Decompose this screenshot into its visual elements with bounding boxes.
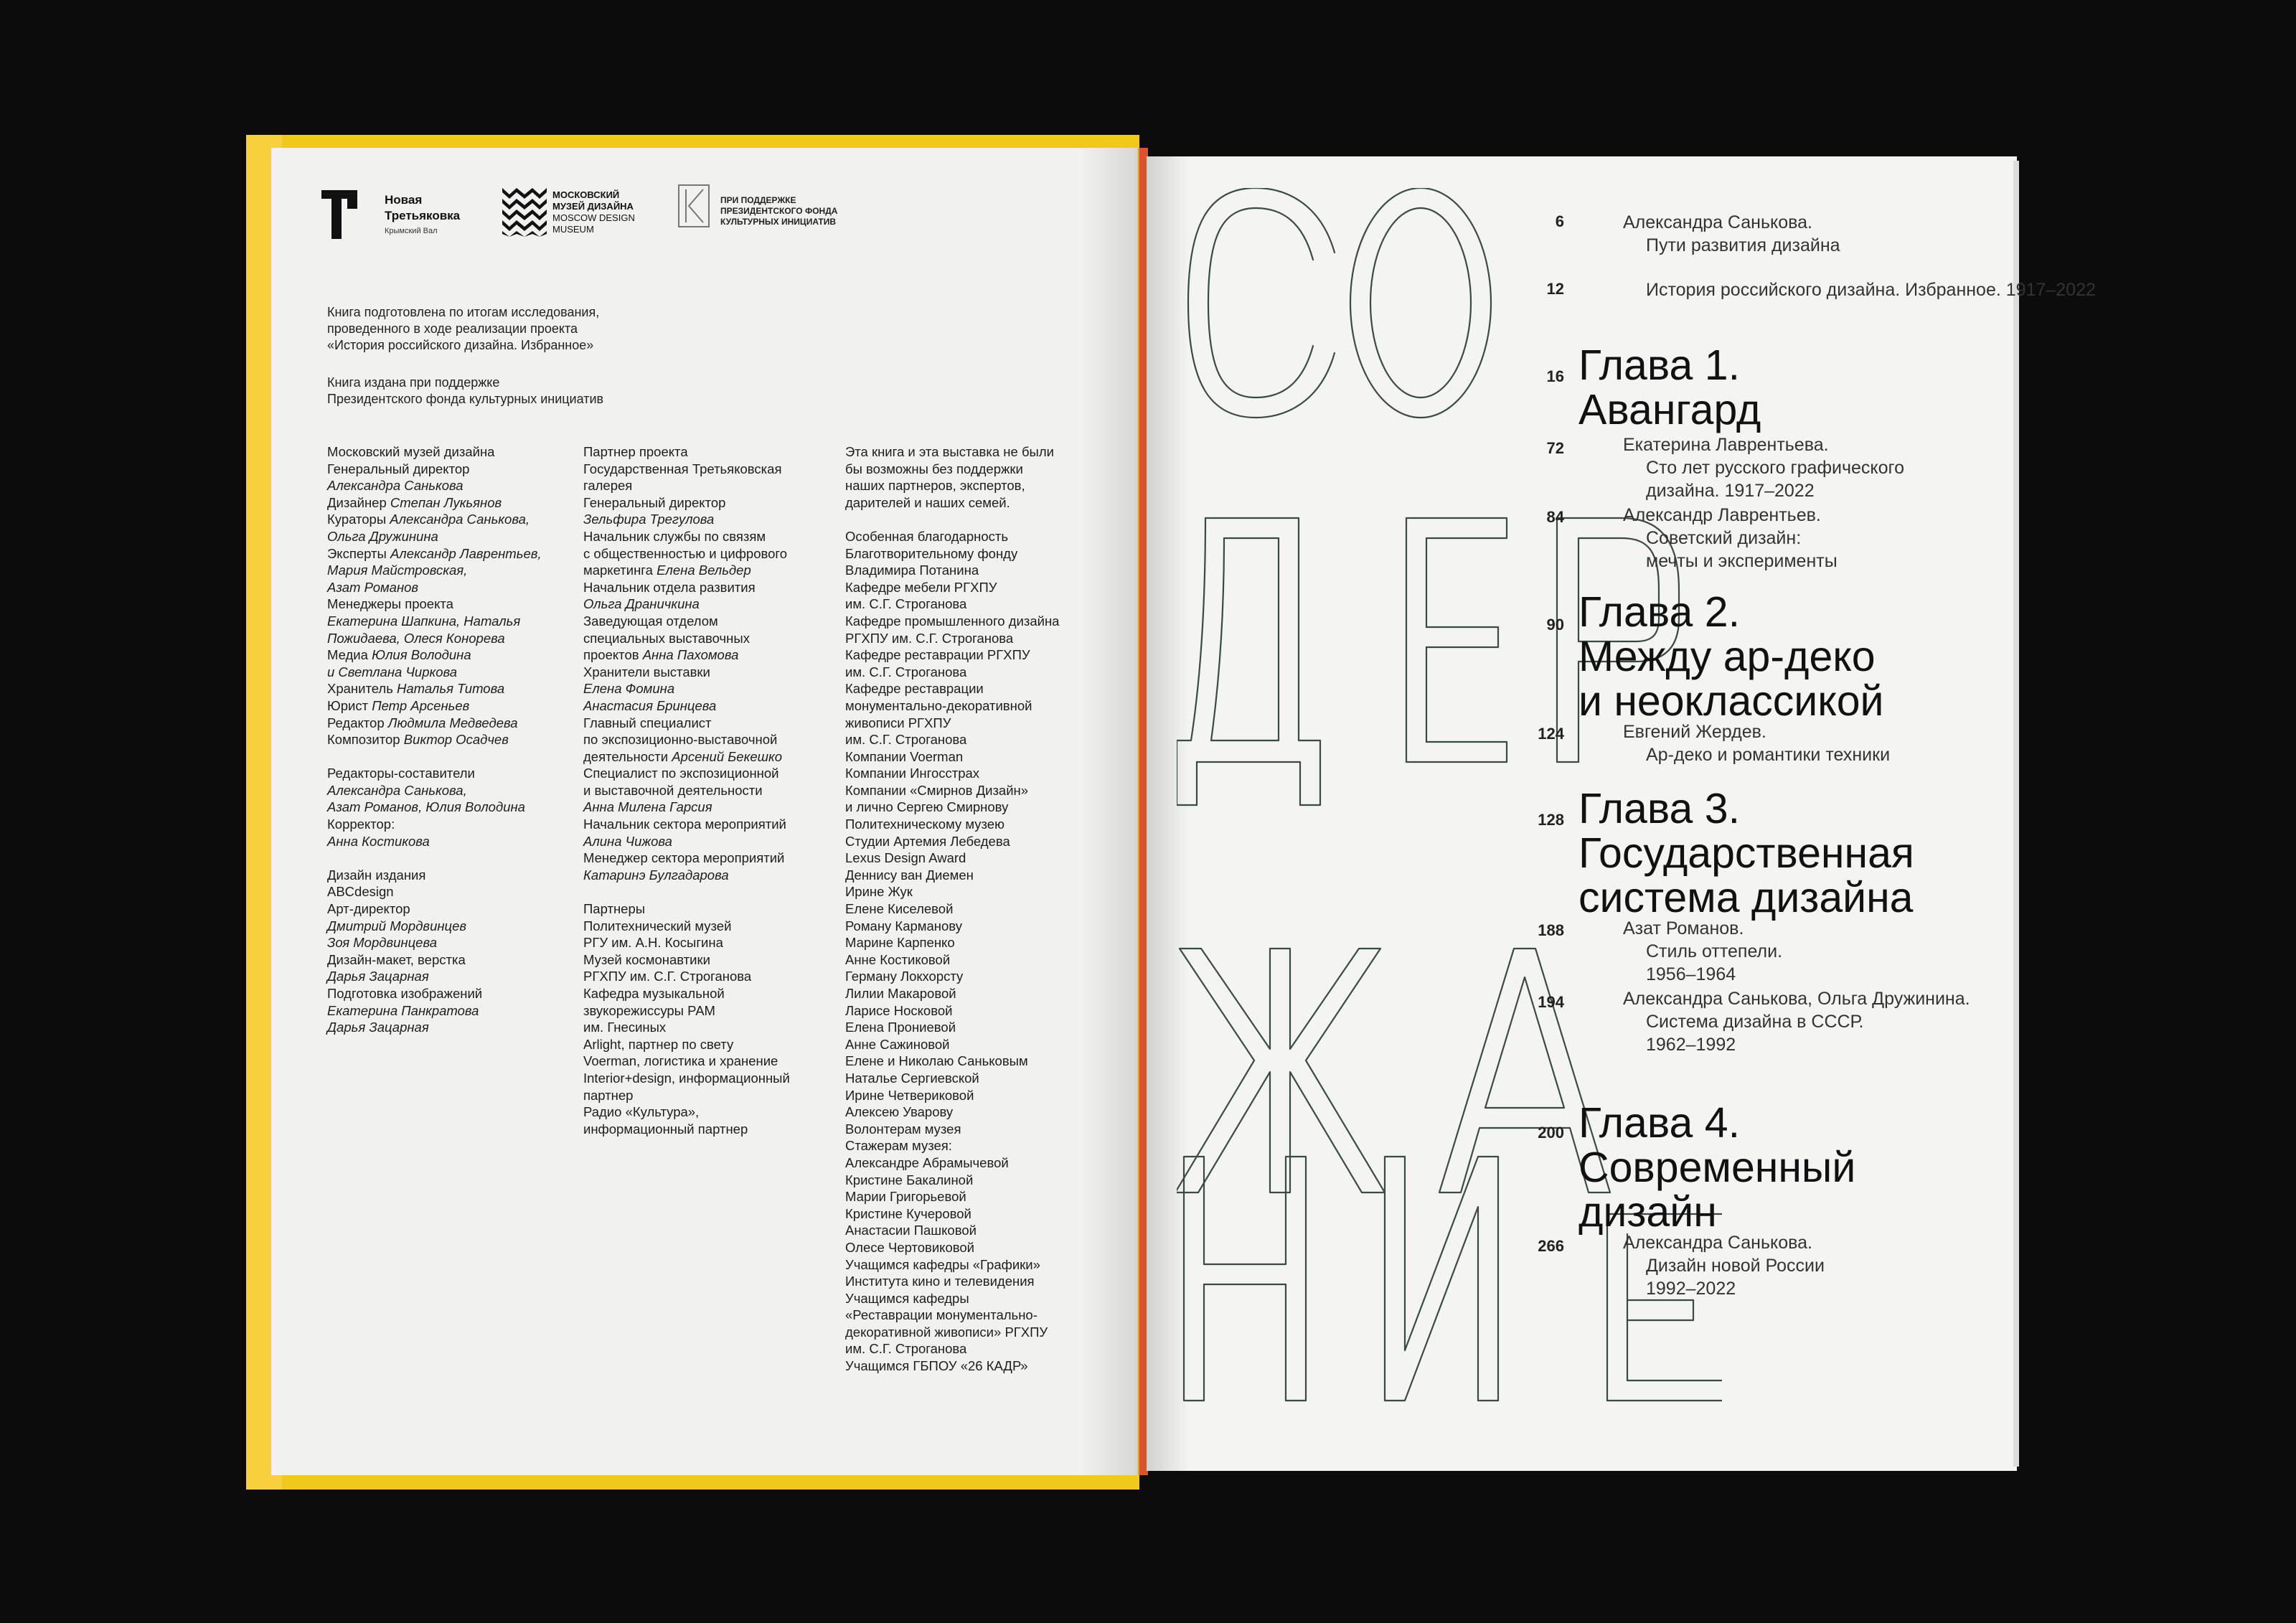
credit-line: Дизайн издания	[327, 867, 426, 883]
credit-line: Редактор Людмила Медведева	[327, 715, 518, 730]
credit-line: Компании Voerman	[845, 748, 964, 764]
intro-text-1: Книга подготовлена по итогам исследования, проведенного в ходе реализации проекта «История российского дизайна. Избранное»	[327, 305, 600, 352]
credit-line: Voerman, логистика и хранение	[583, 1053, 778, 1069]
credit-line: бы возможны без поддержки	[845, 461, 1023, 476]
credit-line: партнер	[583, 1087, 634, 1103]
toc-chapter-2[interactable]: Глава 2. Между ар-деко и неоклассикой	[1578, 588, 1884, 725]
credit-line: Московский музей дизайна	[327, 444, 495, 459]
credit-line: специальных выставочных	[583, 630, 750, 646]
credit-line: РГУ им. А.Н. Косыгина	[583, 935, 723, 951]
credit-line: Корректор:	[327, 817, 395, 832]
toc-entry-266[interactable]: Александра Санькова. Дизайн новой России 1992–2022	[1623, 1233, 1825, 1299]
toc-page-200[interactable]: 200	[1538, 1124, 1564, 1142]
credit-line: Дарья Зацарная	[327, 1020, 429, 1035]
credit-line: им. С.Г. Строганова	[845, 596, 967, 612]
credit-line: Кафедра музыкальной	[583, 986, 725, 1001]
credit-line: наших партнеров, экспертов,	[845, 478, 1025, 494]
credit-line: Наталье Сергиевской	[845, 1070, 979, 1086]
credit-line: Марине Карпенко	[845, 935, 955, 951]
credit-line: Главный специалист	[583, 715, 712, 730]
toc-chapter-3[interactable]: Глава 3. Государственная система дизайна	[1578, 785, 1914, 921]
credit-line: звукорежиссуры РАМ	[583, 1002, 715, 1018]
toc-entry-72[interactable]: Екатерина Лаврентьева. Сто лет русского графического дизайна. 1917–2022	[1623, 435, 1904, 501]
outline-letter-s	[1188, 188, 1335, 418]
credit-line: Кафедре мебели РГХПУ	[845, 579, 997, 595]
credit-line: проектов Анна Пахомова	[583, 647, 739, 663]
credit-line: Начальник отдела развития	[583, 579, 756, 595]
credit-line: Начальник сектора мероприятий	[583, 817, 786, 832]
credit-line: Пожидаева, Олеся Конорева	[327, 630, 505, 646]
credit-line: им. С.Г. Строганова	[845, 732, 967, 748]
credit-line: Александре Абрамычевой	[845, 1154, 1009, 1170]
credit-line: Медиа Юлия Володина	[327, 647, 471, 663]
credit-line: Анне Костиковой	[845, 951, 951, 967]
toc-page-124[interactable]: 124	[1538, 725, 1564, 743]
credit-line: Катаринэ Булгадарова	[583, 867, 729, 883]
credit-line: Института кино и телевидения	[845, 1274, 1035, 1289]
toc-entry-124[interactable]: Евгений Жердев. Ар-деко и романтики техники	[1623, 722, 1891, 765]
credit-line: Азат Романов	[327, 579, 419, 595]
credit-line: Заведующая отделом	[583, 613, 718, 629]
design-museum-logo-text: МОСКОВСКИЙ МУЗЕЙ ДИЗАЙНА MOSCOW DESIGN MUSEUM	[552, 189, 635, 235]
credit-line: ABCdesign	[327, 884, 394, 900]
credit-line: Эксперты Александр Лаврентьев,	[327, 545, 542, 561]
toc-page-16[interactable]: 16	[1546, 367, 1564, 385]
credit-line: Волонтерам музея	[845, 1121, 961, 1137]
credit-line: Хранитель Наталья Титова	[327, 681, 505, 697]
credit-line: Дизайнер Степан Лукьянов	[327, 494, 502, 510]
credit-line: Компании «Смирнов Дизайн»	[845, 782, 1029, 798]
toc-page-12[interactable]: 12	[1546, 280, 1564, 298]
credit-line: Герману Локхорсту	[845, 969, 964, 984]
credit-line: Юрист Петр Арсеньев	[327, 697, 470, 713]
credit-line: Ирине Четвериковой	[845, 1087, 974, 1103]
credit-line: Генеральный директор	[583, 494, 726, 510]
credit-line: Екатерина Панкратова	[327, 1002, 479, 1018]
outline-letter-zh	[1177, 949, 1385, 1192]
credit-line: Arlight, партнер по свету	[583, 1036, 734, 1052]
credit-line: Начальник службы по связям	[583, 528, 766, 544]
toc-page-90[interactable]: 90	[1546, 616, 1564, 634]
outline-letter-o	[1350, 188, 1491, 418]
credit-gap	[845, 511, 1059, 528]
credit-line: Алина Чижова	[583, 833, 672, 849]
toc-entry-6[interactable]: Александра Санькова. Пути развития дизайна	[1623, 212, 1840, 255]
credit-line: РГХПУ им. С.Г. Строганова	[583, 969, 752, 984]
gutter-shadow	[1080, 148, 1144, 1475]
tretyakov-logo-name: Новая Третьяковка	[385, 193, 461, 222]
credit-line: по экспозиционно-выставочной	[583, 732, 778, 748]
toc-chapter-1[interactable]: Глава 1. Авангард	[1578, 342, 1761, 433]
toc-page-188[interactable]: 188	[1538, 921, 1564, 939]
credit-line: им. Гнесиных	[583, 1020, 667, 1035]
credit-line: Дмитрий Мордвинцев	[327, 918, 467, 933]
intro-text-2: Книга издана при поддержке Президентского фонда культурных инициатив	[327, 375, 604, 406]
credit-line: Благотворительному фонду	[845, 545, 1018, 561]
credit-line: Анастасия Бринцева	[583, 697, 717, 713]
credit-line: Подготовка изображений	[327, 986, 483, 1001]
credit-line: Зельфира Трегулова	[583, 512, 715, 527]
presidential-fund-logo-text: ПРИ ПОДДЕРЖКЕ ПРЕЗИДЕНТСКОГО ФОНДА КУЛЬТУРНЫХ ИНИЦИАТИВ	[720, 195, 838, 227]
credit-line: Елена Прониевой	[845, 1020, 956, 1035]
credit-line: Государственная Третьяковская	[583, 461, 782, 476]
credit-line: Компании Ингосстрах	[845, 766, 980, 781]
credit-line: Учащимся ГБПОУ «26 КАДР»	[845, 1358, 1028, 1374]
toc-page-72[interactable]: 72	[1546, 439, 1564, 457]
credit-line: Владимира Потанина	[845, 563, 979, 578]
credit-line: Деннису ван Диемен	[845, 867, 974, 883]
credit-line: Александра Санькова	[327, 478, 464, 494]
credit-line: Lexus Design Award	[845, 850, 966, 866]
credit-line: Роману Карманову	[845, 918, 962, 933]
credit-line: с общественностью и цифрового	[583, 545, 788, 561]
credit-line: Менеджеры проекта	[327, 596, 453, 612]
credit-line: им. С.Г. Строганова	[845, 664, 967, 679]
credit-line: и Светлана Чиркова	[327, 664, 458, 679]
tretyakov-logo-mark	[321, 190, 357, 239]
credit-line: Музей космонавтики	[583, 951, 710, 967]
credit-line: Кафедре реставрации	[845, 681, 984, 697]
credit-line: Марии Григорьевой	[845, 1189, 966, 1205]
credit-line: Хранители выставки	[583, 664, 710, 679]
toc-entry-12[interactable]: История российского дизайна. Избранное. 1917–2022	[1646, 280, 2096, 300]
credit-line: монументально-декоративной	[845, 697, 1032, 713]
credit-line: деятельности Арсений Бекешко	[583, 748, 782, 764]
toc-entry-188[interactable]: Азат Романов. Стиль оттепели. 1956–1964	[1623, 918, 1783, 984]
credit-line: Екатерина Шапкина, Наталья	[327, 613, 521, 629]
credit-line: Политехническому музею	[845, 817, 1004, 832]
credit-line: Эта книга и эта выставка не были	[845, 444, 1054, 459]
credit-line: Елена Фомина	[583, 681, 675, 697]
credit-line: маркетинга Елена Вельдер	[583, 563, 751, 578]
page-edge	[2013, 161, 2019, 1467]
credit-line: Арт-директор	[327, 901, 410, 917]
outline-letter-d	[1177, 518, 1320, 805]
credit-line: Елене и Николаю Саньковым	[845, 1053, 1028, 1069]
credit-line: Менеджер сектора мероприятий	[583, 850, 785, 866]
credit-line: декоративной живописи» РГХПУ	[845, 1324, 1048, 1340]
toc-page-6[interactable]: 6	[1555, 212, 1564, 230]
credit-line: Политехнический музей	[583, 918, 732, 933]
toc-page-84[interactable]: 84	[1546, 508, 1564, 526]
credit-line: Кафедре реставрации РГХПУ	[845, 647, 1030, 663]
credit-line: Партнеры	[583, 901, 646, 917]
credit-line: Александра Санькова,	[327, 782, 467, 798]
credit-line: и лично Сергею Смирнову	[845, 799, 1009, 815]
credit-line: Анна Милена Гарсия	[583, 799, 712, 815]
credit-line: РГХПУ им. С.Г. Строганова	[845, 630, 1014, 646]
credit-gap	[583, 883, 790, 900]
toc-entry-84[interactable]: Александр Лаврентьев. Советский дизайн: мечты и эксперименты	[1623, 505, 1838, 571]
toc-page-194[interactable]: 194	[1538, 993, 1564, 1011]
credit-line: Ирине Жук	[845, 884, 913, 900]
credit-line: Редакторы-составители	[327, 766, 475, 781]
credit-line: Анна Костикова	[327, 833, 430, 849]
credit-line: Анне Сажиновой	[845, 1036, 950, 1052]
credit-line: Учащимся кафедры	[845, 1290, 969, 1306]
credit-line: Специалист по экспозиционной	[583, 766, 779, 781]
credit-line: Лилии Макаровой	[845, 986, 956, 1001]
tretyakov-logo-sub: Крымский Вал	[385, 227, 438, 235]
credit-line: Азат Романов, Юлия Володина	[327, 799, 525, 815]
credit-line: Студии Артемия Лебедева	[845, 833, 1010, 849]
credit-line: Особенная благодарность	[845, 528, 1009, 544]
credit-line: Мария Майстровская,	[327, 563, 468, 578]
credit-line: Зоя Мордвинцева	[327, 935, 438, 951]
credit-line: Партнер проекта	[583, 444, 688, 459]
credits-column-1	[327, 443, 542, 1036]
credit-line: информационный партнер	[583, 1121, 748, 1137]
credit-line: Ольга Драничкина	[583, 596, 700, 612]
credit-line: и выставочной деятельности	[583, 782, 763, 798]
credit-line: Кристине Кучеровой	[845, 1205, 971, 1221]
credit-line: Композитор Виктор Осадчев	[327, 732, 509, 748]
credit-line: Дарья Зацарная	[327, 969, 429, 984]
credit-line: Кристине Бакалиной	[845, 1172, 974, 1187]
credit-line: Елене Киселевой	[845, 901, 954, 917]
credit-line: Олесе Чертовиковой	[845, 1239, 974, 1255]
credit-line: Алексею Уварову	[845, 1104, 954, 1120]
credit-line: Стажерам музея:	[845, 1138, 952, 1154]
credit-line: Кураторы Александра Санькова,	[327, 512, 530, 527]
credit-line: галерея	[583, 478, 633, 494]
credits-column-2	[583, 443, 790, 1137]
outline-letter-e	[1406, 518, 1507, 762]
credit-line: Кафедре промышленного дизайна	[845, 613, 1060, 629]
credit-gap	[327, 748, 542, 766]
credit-line: «Реставрации монументально-	[845, 1307, 1038, 1323]
credit-line: Interior+design, информационный	[583, 1070, 790, 1086]
credit-line: Ольга Дружинина	[327, 528, 438, 544]
toc-page-266[interactable]: 266	[1538, 1237, 1564, 1255]
toc-page-128[interactable]: 128	[1538, 811, 1564, 829]
presidential-fund-logo-mark	[677, 184, 710, 228]
design-museum-logo-mark	[502, 188, 547, 237]
credit-line: Анастасии Пашковой	[845, 1223, 977, 1238]
toc-chapter-4[interactable]: Глава 4. Современный дизайн	[1578, 1099, 1856, 1236]
credit-line: живописи РГХПУ	[845, 715, 951, 730]
credit-line: Учащимся кафедры «Графики»	[845, 1256, 1040, 1272]
credit-line: Ларисе Носковой	[845, 1002, 953, 1018]
credit-line: им. С.Г. Строганова	[845, 1341, 967, 1357]
credits-column-3	[845, 443, 1059, 1375]
credit-line: Радио «Культура»,	[583, 1104, 700, 1120]
credit-line: Дизайн-макет, верстка	[327, 951, 466, 967]
credit-line: дарителей и наших семей.	[845, 494, 1010, 510]
toc-entry-194[interactable]: Александра Санькова, Ольга Дружинина. Система дизайна в СССР. 1962–1992	[1623, 989, 1970, 1055]
credit-line: Генеральный директор	[327, 461, 470, 476]
credit-gap	[327, 850, 542, 867]
